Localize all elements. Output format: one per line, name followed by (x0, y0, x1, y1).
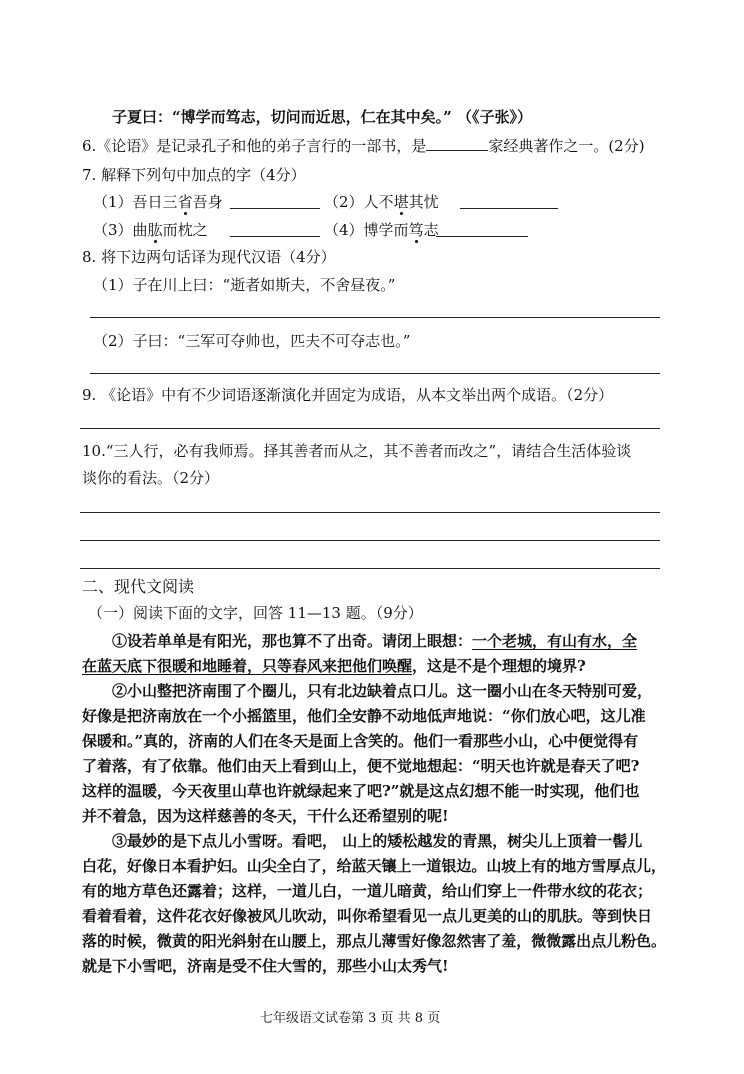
paragraph-3-line: 就是下小雪吧，济南是受不住大雪的，那些小山太秀气! (82, 957, 449, 975)
underlined-sentence: 在蓝天底下很暖和地睡着，只等春风来把他们唤醒 (82, 657, 413, 675)
underlined-sentence: 一个老城，有山有水，全 (472, 632, 638, 650)
section-heading: 二、现代文阅读 (82, 577, 195, 596)
dotted-character: 堪 (393, 193, 409, 211)
question-8-answer-line-2[interactable] (90, 373, 660, 374)
question-8-sentence-2: （2）子曰：“三军可夺帅也，匹夫不可夺志也。” (93, 332, 411, 350)
subsection-heading: （一）阅读下面的文字，回答 11—13 题。（9分） (88, 604, 423, 622)
question-7-blank-3[interactable] (230, 236, 320, 237)
question-9-answer-line[interactable] (80, 428, 660, 429)
question-10-answer-line-1[interactable] (80, 512, 660, 513)
paragraph-3-line: 白花，好像日本看护妇。山尖全白了，给蓝天镶上一道银边。山坡上有的地方雪厚点儿， (82, 857, 667, 875)
question-8-title: 8. 将下边两句话译为现代汉语（4分） (82, 248, 336, 266)
top-quote: 子夏曰：“博学而笃志，切问而近思，仁在其中矣。” （《子张》） (112, 108, 532, 126)
paragraph-3-line: ③最妙的是下点儿小雪呀。看吧， 山上的矮松越发的青黑，树尖儿上顶着一髻儿 (112, 832, 643, 850)
question-10-line-2: 谈你的看法。（2分） (82, 469, 220, 487)
question-8-answer-line-1[interactable] (90, 317, 660, 318)
paragraph-2-line: 好像是把济南放在一个小摇篮里，他们全安静不动地低声地说：“你们放心吧，这儿准 (82, 707, 646, 725)
question-7-blank-4[interactable] (436, 236, 528, 237)
paragraph-1-line-2: 在蓝天底下很暖和地睡着，只等春风来把他们唤醒，这是不是个理想的境界? (82, 657, 586, 675)
paragraph-3-line: 落的时候，微黄的阳光斜射在山腰上，那点儿薄雪好像忽然害了羞，微微露出点儿粉色。 (82, 932, 667, 950)
question-6-suffix: 家经典著作之一。(2分) (488, 137, 645, 155)
question-7-item-4: （4）博学而笃志 (324, 221, 439, 239)
page-footer: 七年级语文试卷第 3 页 共 8 页 (260, 1011, 441, 1026)
paragraph-2-line: ②小山整把济南围了个圈儿，只有北边缺着点口儿。这一圈小山在冬天特别可爱， (112, 682, 653, 700)
question-9-text: 9. 《论语》中有不少词语逐渐演化并固定为成语，从本文举出两个成语。（2分） (82, 386, 614, 404)
question-10-line-1: 10.“三人行，必有我师焉。择其善者而从之，其不善者而改之”，请结合生活体验谈 (82, 442, 632, 460)
paragraph-2-line: 这样的温暖，今天夜里山草也许就绿起来了吧?”就是这点幻想不能一时实现，他们也 (82, 782, 640, 800)
dotted-character: 省 (177, 193, 193, 211)
dotted-character: 肱 (147, 221, 163, 239)
question-6-prefix: 6.《论语》是记录孔子和他的弟子言行的一部书，是 (82, 137, 427, 155)
question-6-blank[interactable] (426, 136, 488, 151)
question-7-item-1: （1）吾日三省吾身 (93, 193, 223, 211)
question-7-blank-1[interactable] (230, 208, 320, 209)
paragraph-2-line: 了着落，有了依靠。他们由天上看到山上，便不觉地想起：“明天也许就是春天了吧? (82, 757, 640, 775)
question-7-item-3: （3）曲肱而枕之 (93, 221, 208, 239)
paragraph-2-line: 并不着急，因为这样慈善的冬天，干什么还希望别的呢! (82, 807, 449, 825)
question-8-sentence-1: （1）子在川上曰：“逝者如斯夫，不舍昼夜。” (93, 276, 396, 294)
question-10-answer-line-2[interactable] (80, 540, 660, 541)
question-10-answer-line-3[interactable] (80, 568, 660, 569)
question-6-text (82, 136, 645, 156)
question-7-item-2: （2）人不堪其忧 (324, 193, 439, 211)
paragraph-1-line-1: ①设若单单是有阳光，那也算不了出奇。请闭上眼想：一个老城，有山有水，全 (112, 632, 638, 650)
paragraph-3-line: 有的地方草色还露着；这样，一道儿白，一道儿暗黄，给山们穿上一件带水纹的花衣； (82, 882, 653, 900)
question-7-title: 7. 解释下列句中加点的字（4分） (82, 166, 306, 184)
paragraph-2-line: 保暖和。”真的，济南的人们在冬天是面上含笑的。他们一看那些小山，心中便觉得有 (82, 732, 639, 750)
dotted-character: 笃 (408, 221, 424, 239)
paragraph-3-line: 看着看着，这件花衣好像被风儿吹动，叫你希望看见一点儿更美的山的肌肤。等到快日 (82, 907, 653, 925)
question-7-blank-2[interactable] (460, 208, 558, 209)
